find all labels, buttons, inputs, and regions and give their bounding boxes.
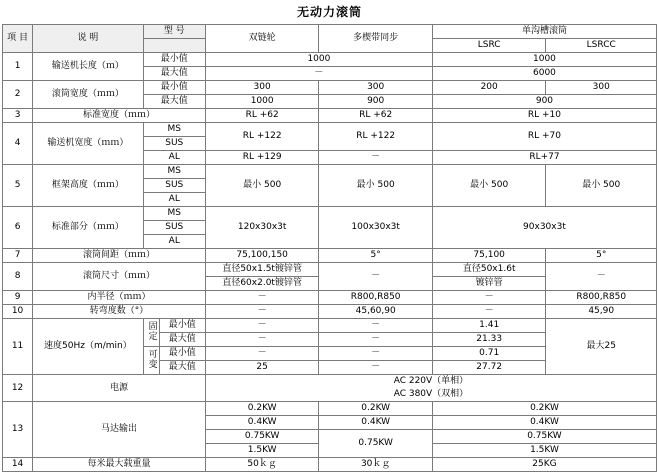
cell-value: 90x30x3t	[432, 207, 656, 249]
cell-value: 直径50x1.5t镀锌管	[205, 263, 319, 277]
cell-value: 5°	[319, 249, 433, 263]
cell-value: －	[546, 263, 657, 291]
row-desc: 框架高度（ｍｍ）	[33, 165, 144, 207]
row-desc: 输送机宽度（ｍｍ）	[33, 123, 144, 165]
cell-value: 镀锌管	[432, 277, 546, 291]
cell-value: R800,R850	[546, 291, 657, 305]
cell-value: RL +122	[319, 123, 433, 151]
row-sub-label: 最大值	[143, 95, 205, 109]
page-title: 无动力滚筒	[296, 5, 362, 19]
table-row	[3, 263, 657, 277]
cell-value: 27.72	[432, 361, 546, 375]
cell-value: RL +129	[205, 151, 319, 165]
row-no: 2	[3, 81, 33, 109]
row-no: 7	[3, 249, 33, 263]
cell-value: 25	[205, 361, 319, 375]
header-model-spacer	[143, 39, 205, 53]
cell-value: RL +62	[319, 109, 433, 123]
cell-value: R800,R850	[319, 291, 433, 305]
cell-value: 0.4KW	[432, 416, 656, 430]
cell-value: －	[205, 333, 319, 347]
cell-value: 300	[546, 81, 657, 95]
row-sub-label: 最大值	[143, 67, 205, 81]
cell-value: 0.4KW	[319, 416, 433, 430]
cell-value: 0.2KW	[319, 402, 433, 416]
cell-value: －	[205, 291, 319, 305]
cell-value: －	[319, 333, 433, 347]
cell-value: 45,90	[546, 305, 657, 319]
table-row	[3, 109, 657, 123]
cell-value: 0.75KW	[205, 430, 319, 444]
cell-value: 0.4KW	[205, 416, 319, 430]
cell-value: 30ｋｇ	[319, 458, 433, 472]
cell-value: 300	[205, 81, 319, 95]
cell-value: 6000	[432, 67, 656, 81]
row-sub-label: MS	[143, 165, 205, 179]
cell-value: －	[319, 263, 433, 291]
row-sub-label: 最小值	[159, 319, 205, 333]
specification-table	[2, 24, 657, 472]
cell-value: 200	[432, 81, 546, 95]
cell-value: 50ｋｇ	[205, 458, 319, 472]
row-no: 10	[3, 305, 33, 319]
row-sub-group-fixed: 固定	[143, 319, 159, 347]
cell-value: RL +70	[432, 123, 656, 151]
cell-value: 1.41	[432, 319, 546, 333]
cell-value: －	[205, 319, 319, 333]
cell-value: AC 220V（单相）	[205, 375, 656, 389]
row-sub-label: AL	[143, 235, 205, 249]
row-no: 3	[3, 109, 33, 123]
row-desc: 输送机长度（ｍ）	[33, 53, 144, 81]
row-sub-label: SUS	[143, 179, 205, 193]
table-row	[3, 123, 657, 137]
cell-value: 0.2KW	[205, 402, 319, 416]
cell-value: 直径60x2.0t镀锌管	[205, 277, 319, 291]
row-no: 14	[3, 458, 33, 472]
row-sub-label: 最大值	[159, 333, 205, 347]
cell-value: 21.33	[432, 333, 546, 347]
row-sub-label: SUS	[143, 137, 205, 151]
row-sub-label: 最大值	[159, 361, 205, 375]
row-desc: 内半径（ｍｍ）	[33, 291, 206, 305]
cell-value: 120x30x3t	[205, 207, 319, 249]
cell-value: 75,100	[432, 249, 546, 263]
row-sub-label: SUS	[143, 221, 205, 235]
cell-value: 0.2KW	[432, 402, 656, 416]
row-desc: 转弯度数（°）	[33, 305, 206, 319]
header-col-desc: 说 明	[33, 25, 144, 53]
table-row	[3, 458, 657, 472]
table-row	[3, 53, 657, 67]
row-no: 11	[3, 319, 33, 375]
cell-value: 1.5KW	[205, 444, 319, 458]
cell-value: RL +10	[432, 109, 656, 123]
row-desc: 速度50Hz（m/min）	[33, 319, 144, 375]
header-sub-lsrc: LSRC	[432, 39, 546, 53]
cell-value: 1000	[205, 53, 432, 67]
cell-value: 最小 500	[319, 165, 433, 207]
row-sub-label: 最小值	[143, 53, 205, 67]
row-sub-label: MS	[143, 207, 205, 221]
table-header-row-1	[3, 25, 657, 39]
row-no: 13	[3, 402, 33, 458]
table-row	[3, 165, 657, 179]
cell-value: 最小 500	[205, 165, 319, 207]
row-desc: 每米最大载重量	[33, 458, 206, 472]
row-desc: 标准部分（ｍｍ）	[33, 207, 144, 249]
row-desc: 马达输出	[33, 402, 206, 458]
row-no: 8	[3, 263, 33, 291]
cell-value: 1.5KW	[432, 444, 656, 458]
row-sub-label: MS	[143, 123, 205, 137]
cell-value: 45,60,90	[319, 305, 433, 319]
header-group-groove: 单沟槽滚筒	[432, 25, 656, 39]
header-group-double-chain: 双链轮	[205, 25, 319, 53]
cell-value: －	[319, 151, 433, 165]
cell-value: －	[432, 305, 546, 319]
row-desc: 滚筒间距（ｍｍ）	[33, 249, 206, 263]
cell-value: －	[205, 67, 432, 81]
cell-value: 75,100,150	[205, 249, 319, 263]
row-no: 5	[3, 165, 33, 207]
cell-value: 最小 500	[546, 165, 657, 207]
table-row	[3, 305, 657, 319]
table-row	[3, 81, 657, 95]
cell-value: 最大25	[546, 319, 657, 375]
cell-value: －	[205, 305, 319, 319]
row-no: 12	[3, 375, 33, 402]
header-group-poly-v: 多楔带同步	[319, 25, 433, 53]
row-sub-label: 最小值	[143, 81, 205, 95]
table-row	[3, 402, 657, 416]
cell-value: 最小 500	[432, 165, 546, 207]
row-desc: 电源	[33, 375, 206, 402]
row-sub-label: AL	[143, 151, 205, 165]
cell-value: －	[432, 291, 546, 305]
row-desc: 滚筒尺寸（ｍｍ）	[33, 263, 206, 291]
row-no: 4	[3, 123, 33, 165]
cell-value: 25KG	[432, 458, 656, 472]
row-desc: 滚筒宽度（ｍｍ）	[33, 81, 144, 109]
table-row	[3, 249, 657, 263]
cell-value: 900	[319, 95, 433, 109]
cell-value: 900	[432, 95, 656, 109]
row-no: 1	[3, 53, 33, 81]
row-sub-label: AL	[143, 193, 205, 207]
cell-value: 0.75KW	[319, 430, 433, 458]
cell-value: 1000	[432, 53, 656, 67]
cell-value: AC 380V（双相）	[205, 388, 656, 402]
row-sub-group-variable: 可变	[143, 347, 159, 375]
cell-value: RL +62	[205, 109, 319, 123]
cell-value: 5°	[546, 249, 657, 263]
cell-value: 300	[319, 81, 433, 95]
table-row	[3, 207, 657, 221]
cell-value: 0.71	[432, 347, 546, 361]
row-no: 9	[3, 291, 33, 305]
header-col-no: 项 目	[3, 25, 33, 53]
cell-value: －	[319, 319, 433, 333]
cell-value: －	[319, 347, 433, 361]
header-col-model: 型 号	[143, 25, 205, 39]
cell-value: 1000	[205, 95, 319, 109]
cell-value: RL +122	[205, 123, 319, 151]
table-row	[3, 319, 657, 333]
cell-value: －	[205, 347, 319, 361]
row-desc: 标准宽度（ｍｍ）	[33, 109, 206, 123]
cell-value: 0.75KW	[432, 430, 656, 444]
cell-value: －	[319, 361, 433, 375]
header-sub-lsrcc: LSRCC	[546, 39, 657, 53]
cell-value: 100x30x3t	[319, 207, 433, 249]
row-no: 6	[3, 207, 33, 249]
cell-value: RL+77	[432, 151, 656, 165]
cell-value: 直径50x1.6t	[432, 263, 546, 277]
table-row	[3, 375, 657, 389]
table-row	[3, 291, 657, 305]
row-sub-label: 最小值	[159, 347, 205, 361]
